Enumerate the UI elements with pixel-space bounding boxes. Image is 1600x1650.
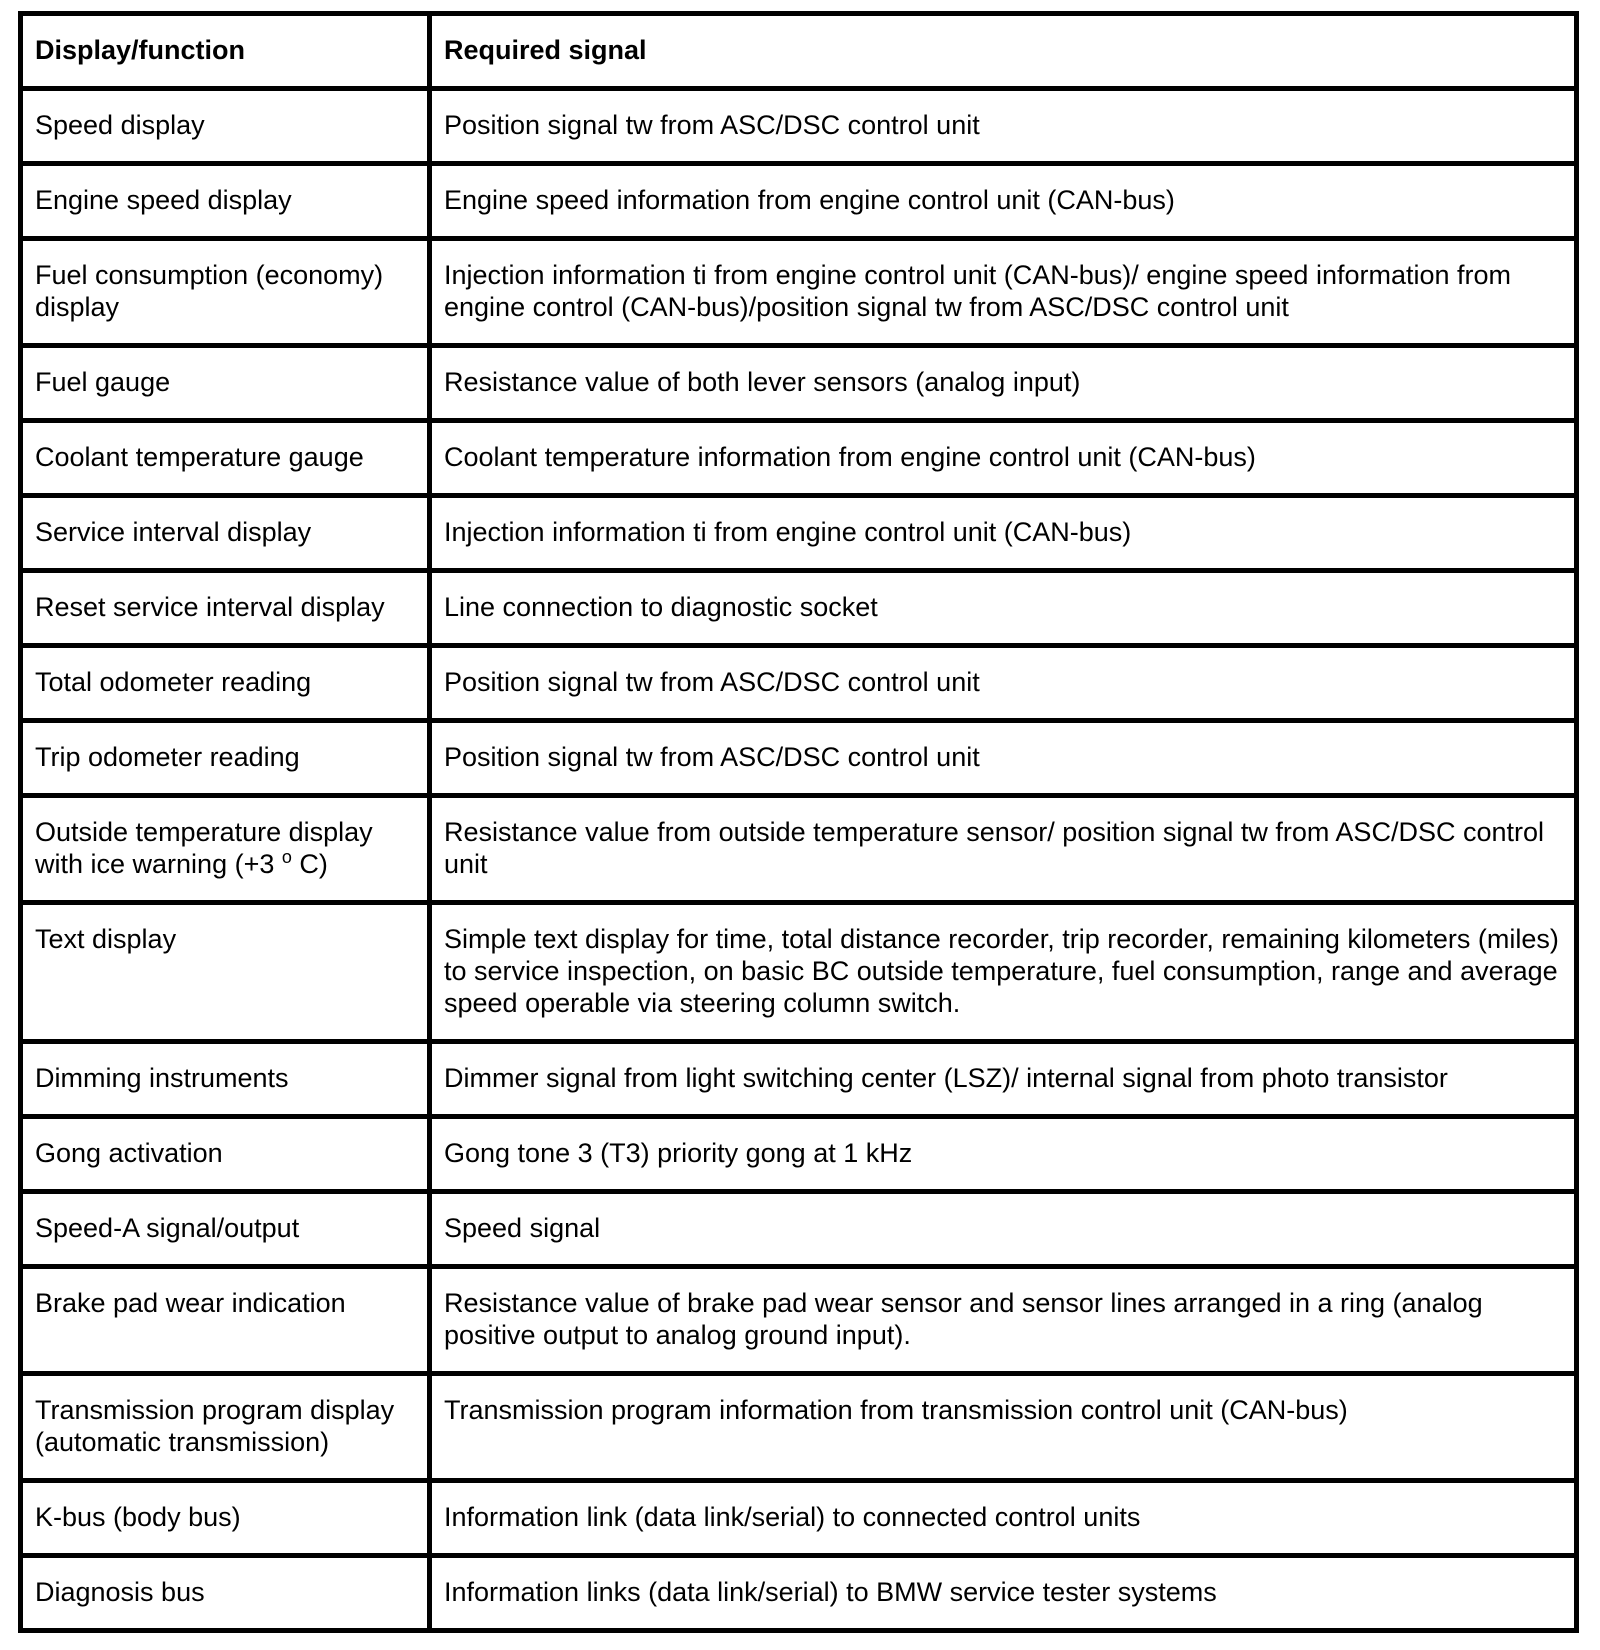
table-row: [21, 1481, 1577, 1556]
table-row: [21, 1192, 1577, 1267]
table-row: [21, 496, 1577, 571]
signal-cell: Coolant temperature information from engine control unit (CAN-bus): [430, 421, 1577, 496]
function-cell: Speed-A signal/output: [21, 1192, 430, 1267]
signal-cell: Engine speed information from engine control unit (CAN-bus): [430, 164, 1577, 239]
function-cell: Reset service interval display: [21, 571, 430, 646]
function-cell: Text display: [21, 903, 430, 1042]
table-row: [21, 421, 1577, 496]
signal-cell: Line connection to diagnostic socket: [430, 571, 1577, 646]
signal-cell: Dimmer signal from light switching center (LSZ)/ internal signal from photo transistor: [430, 1042, 1577, 1117]
table-row: [21, 903, 1577, 1042]
function-text-unit: C): [291, 849, 328, 879]
table-row: [21, 1117, 1577, 1192]
function-cell: Total odometer reading: [21, 646, 430, 721]
signal-cell: Speed signal: [430, 1192, 1577, 1267]
signal-cell: Injection information ti from engine control unit (CAN-bus)/ engine speed information from engine control (CAN-bus)/position signal tw from ASC/DSC control unit: [430, 239, 1577, 346]
header-display-function: Display/function: [21, 14, 430, 89]
table-row: [21, 346, 1577, 421]
function-cell: K-bus (body bus): [21, 1481, 430, 1556]
table-row: [21, 239, 1577, 346]
function-cell: Gong activation: [21, 1117, 430, 1192]
signal-table-page: [18, 11, 1574, 1633]
table-row: [21, 646, 1577, 721]
function-cell: [21, 796, 430, 903]
table-row: [21, 164, 1577, 239]
table-row: [21, 1042, 1577, 1117]
signal-cell: Transmission program information from transmission control unit (CAN-bus): [430, 1374, 1577, 1481]
function-cell: Service interval display: [21, 496, 430, 571]
degree-symbol: o: [281, 847, 292, 867]
function-cell: Transmission program display (automatic transmission): [21, 1374, 430, 1481]
function-cell: Diagnosis bus: [21, 1556, 430, 1631]
signal-cell: Resistance value from outside temperature sensor/ position signal tw from ASC/DSC control unit: [430, 796, 1577, 903]
signal-cell: Information link (data link/serial) to connected control units: [430, 1481, 1577, 1556]
function-text: Outside temperature display with ice warning (+3: [35, 817, 373, 879]
table-row: [21, 721, 1577, 796]
function-cell: Dimming instruments: [21, 1042, 430, 1117]
table-header-row: [21, 14, 1577, 89]
signal-cell: Resistance value of both lever sensors (analog input): [430, 346, 1577, 421]
function-cell: Coolant temperature gauge: [21, 421, 430, 496]
signal-cell: Gong tone 3 (T3) priority gong at 1 kHz: [430, 1117, 1577, 1192]
table-row: [21, 796, 1577, 903]
function-cell: Engine speed display: [21, 164, 430, 239]
signal-cell: Position signal tw from ASC/DSC control unit: [430, 721, 1577, 796]
function-cell: Trip odometer reading: [21, 721, 430, 796]
signal-cell: Simple text display for time, total distance recorder, trip recorder, remaining kilometers (miles) to service inspection, on basic BC outside temperature, fuel consumption, range and average speed operable via steering column switch.: [430, 903, 1577, 1042]
function-cell: Brake pad wear indication: [21, 1267, 430, 1374]
signal-table: [18, 11, 1579, 1633]
table-row: [21, 571, 1577, 646]
function-cell: Fuel consumption (economy) display: [21, 239, 430, 346]
function-cell: Speed display: [21, 89, 430, 164]
header-required-signal: Required signal: [430, 14, 1577, 89]
signal-cell: Injection information ti from engine control unit (CAN-bus): [430, 496, 1577, 571]
table-row: [21, 1267, 1577, 1374]
signal-cell: Position signal tw from ASC/DSC control unit: [430, 646, 1577, 721]
table-row: [21, 89, 1577, 164]
table-row: [21, 1374, 1577, 1481]
table-row: [21, 1556, 1577, 1631]
function-cell: Fuel gauge: [21, 346, 430, 421]
signal-cell: Resistance value of brake pad wear sensor and sensor lines arranged in a ring (analog positive output to analog ground input).: [430, 1267, 1577, 1374]
signal-cell: Information links (data link/serial) to BMW service tester systems: [430, 1556, 1577, 1631]
signal-cell: Position signal tw from ASC/DSC control unit: [430, 89, 1577, 164]
